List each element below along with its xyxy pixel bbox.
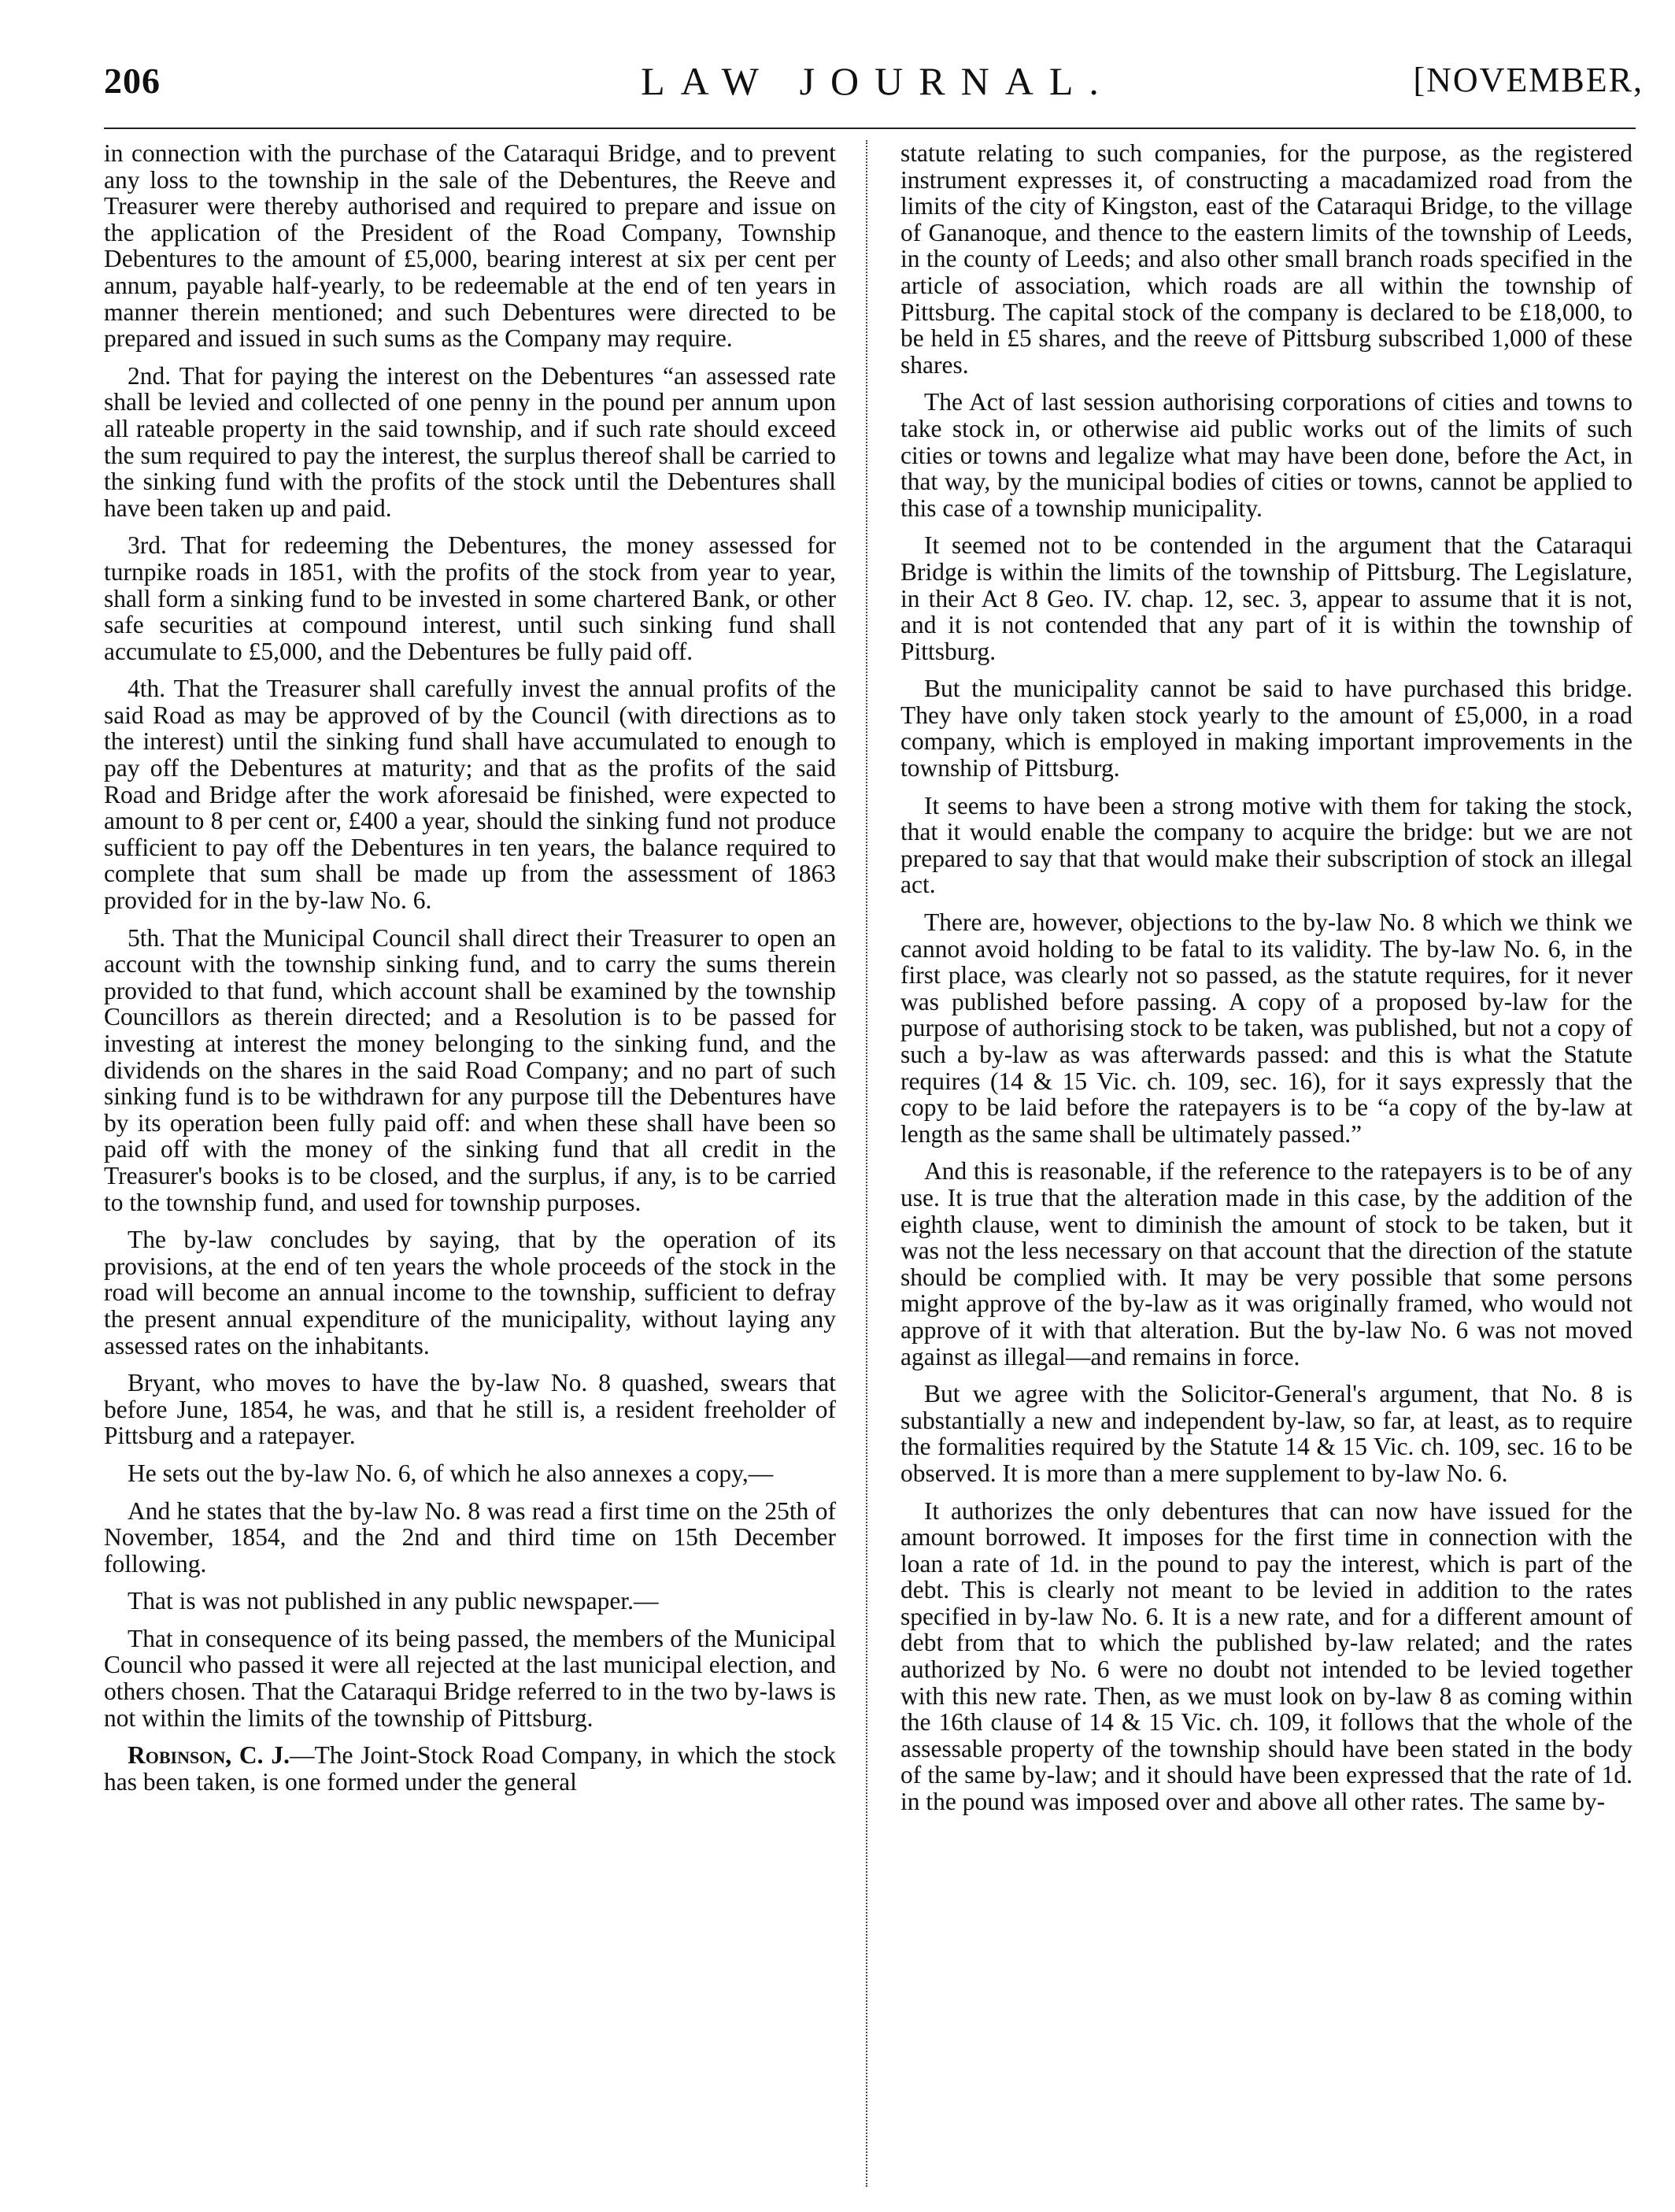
running-head: [104, 55, 1651, 110]
paragraph: There are, however, objections to the by-law No. 8 which we think we cannot avoid holding to be fatal to its validity. The by-law No. 6, in the first place, was clearly not so passed, as the statute requires, for it never was published before passing. A copy of a proposed by-law for the purpose of authorising stock to be taken, was published, but not a copy of such a by-law as was afterwards passed: and this is what the Statute requires (14 & 15 Vic. ch. 109, sec. 16), for it says expressly that the copy to be laid before the ratepayers is to be “a copy of the by-law at length as the same shall be ultimately passed.”: [900, 908, 1632, 1148]
header-rule: [104, 128, 1636, 129]
paragraph: He sets out the by-law No. 6, of which he also annexes a copy,—: [128, 1459, 774, 1487]
right-column: [900, 140, 1632, 2187]
left-column: [104, 140, 836, 2187]
paragraph: It seems to have been a strong motive with them for taking the stock, that it would enable the company to acquire the bridge: but we are not prepared to say that that would make their subscription of stock an illegal act.: [900, 791, 1632, 899]
paragraph: Bryant, who moves to have the by-law No. 8 quashed, swears that before June, 1854, he was, and that he still is, a resident freeholder of Pittsburg and a ratepayer.: [104, 1369, 836, 1450]
judgment-opening: [104, 1742, 836, 1795]
paragraph: And this is reasonable, if the reference to the ratepayers is to be of any use. It is true that the alteration made in this case, by the addition of the eighth clause, went to diminish the amount of stock to be taken, but it was not the less necessary on that account that the direction of the statute should be complied with. It may be very possible that some persons might approve of the by-law as it was originally framed, who would not approve of it with that alteration. But the by-law No. 6 was not moved against as illegal—and remains in force.: [900, 1157, 1632, 1370]
judgment-text: —The Joint-Stock Road Company, in which the stock has been taken, is one formed under the general: [104, 1741, 836, 1796]
column-divider: [866, 140, 867, 2187]
page-number: 206: [104, 61, 161, 101]
paragraph: It authorizes the only debentures that can now have issued for the amount borrowed. It imposes for the first time in connection with the loan a rate of 1d. in the pound to pay the interest, which is part of the debt. This is clearly not meant to be levied in addition to the rates specified in by-law No. 6. It is a new rate, and for a different amount of debt from that to which the published by-law related; and the rates authorized by No. 6 were no doubt not intended to be levied together with this new rate. Then, as we must look on by-law 8 as coming within the 16th clause of 14 & 15 Vic. ch. 109, it follows that the whole of the assessable property of the township should have been stated in the body of the same by-law; and it should have been expressed that the rate of 1d. in the pound was imposed over and above all other rates. The same by-: [900, 1496, 1632, 1816]
paragraph: The by-law concludes by saying, that by the operation of its provisions, at the end of ten years the whole proceeds of the stock in the road will become an annual income to the township, sufficient to defray the present annual expenditure of the municipality, without laying any assessed rates on the inhabitants.: [104, 1226, 836, 1359]
paragraph: That in consequence of its being passed, the members of the Municipal Council who passed it were all rejected at the last municipal election, and others chosen. That the Cataraqui Bridge referred to in the two by-laws is not within the limits of the township of Pittsburg.: [104, 1624, 836, 1732]
paragraph: 5th. That the Municipal Council shall direct their Treasurer to open an account with the township sinking fund, and to carry the sums therein provided to that fund, which account shall be examined by the township Councillors as therein directed; and a Resolution is to be passed for investing at interest the money belonging to the sinking fund, and the dividends on the shares in the said Road Company; and no part of such sinking fund is to be withdrawn for any purpose till the Debentures have by its operation been fully paid off: and when these shall have been so paid off with the money of the sinking fund that all credit in the Treasurer's books is to be closed, and the surplus, if any, is to be carried to the township fund, and used for township purposes.: [104, 923, 836, 1216]
paragraph: That is was not published in any public newspaper.—: [128, 1587, 659, 1615]
paragraph: And he states that the by-law No. 8 was read a first time on the 25th of November, 1854, and the 2nd and third time on 15th December following.: [104, 1496, 836, 1578]
paragraph: But the municipality cannot be said to have purchased this bridge. They have only taken stock yearly to the amount of £5,000, in a road company, which is employed in making important improvements in the township of Pittsburg.: [900, 675, 1632, 782]
paragraph: The Act of last session authorising corporations of cities and towns to take stock in, or otherwise aid public works out of the limits of such cities or towns and legalize what may have been done, before the Act, in that way, by the municipal bodies of cities or towns, cannot be applied to this case of a township municipality.: [900, 388, 1632, 522]
judge-name: Robinson, C. J.: [128, 1741, 290, 1770]
paragraph: It seemed not to be contended in the argument that the Cataraqui Bridge is within the limits of the township of Pittsburg. The Legislature, in their Act 8 Geo. IV. chap. 12, sec. 3, appear to assume that it is not, and it is not contended that any part of it is within the township of Pittsburg.: [900, 531, 1632, 665]
article-body: [104, 140, 1635, 2187]
paragraph: 2nd. That for paying the interest on the Debentures “an assessed rate shall be levied and collected of one penny in the pound per annum upon all rateable property in the said township, and if such rate should exceed the sum required to pay the interest, the surplus thereof shall be carried to the sinking fund with the profits of the stock until the Debentures shall have been taken up and paid.: [104, 361, 836, 522]
issue-month: [NOVEMBER,: [1413, 61, 1644, 99]
paragraph: in connection with the purchase of the Cataraqui Bridge, and to prevent any loss to the township in the sale of the Debentures, the Reeve and Treasurer were thereby authorised and required to prepare and issue on the application of the President of the Road Company, Township Debentures to the amount of £5,000, bearing interest at six per cent per annum, payable half-yearly, to be redeemable at the end of ten years in manner therein mentioned; and such Debentures were directed to be prepared and issued in such sums as the Company may require.: [104, 140, 836, 353]
paragraph: 4th. That the Treasurer shall carefully invest the annual profits of the said Road as may be approved of by the Council (with directions as to the interest) until the sinking fund shall have accumulated to enough to pay off the Debentures at maturity; and that as the profits of the said Road and Bridge after the work aforesaid be finished, were expected to amount to 8 per cent or, £400 a year, should the sinking fund not produce sufficient to pay off the Debentures in ten years, the balance required to complete that sum shall be made up from the assessment of 1863 provided for in the by-law No. 6.: [104, 675, 836, 915]
journal-title: LAW JOURNAL.: [641, 59, 1115, 103]
paragraph: 3rd. That for redeeming the Debentures, the money assessed for turnpike roads in 1851, with the profits of the stock from year to year, shall form a sinking fund to be invested in some chartered Bank, or other safe securities at compound interest, until such sinking fund shall accumulate to £5,000, and the Debentures be fully paid off.: [104, 531, 836, 665]
paragraph: But we agree with the Solicitor-General's argument, that No. 8 is substantially a new and independent by-law, so far, at least, as to require the formalities required by the Statute 14 & 15 Vic. ch. 109, sec. 16 to be observed. It is more than a mere supplement to by-law No. 6.: [900, 1380, 1632, 1487]
paragraph: statute relating to such companies, for the purpose, as the registered instrument expresses it, of constructing a macadamized road from the limits of the city of Kingston, east of the Cataraqui Bridge, to the village of Gananoque, and thence to the eastern limits of the township of Leeds, in the county of Leeds; and also other small branch roads specified in the article of association, which roads are all within the township of Pittsburg. The capital stock of the company is declared to be £18,000, to be held in £5 shares, and the reeve of Pittsburg subscribed 1,000 of these shares.: [900, 140, 1632, 379]
